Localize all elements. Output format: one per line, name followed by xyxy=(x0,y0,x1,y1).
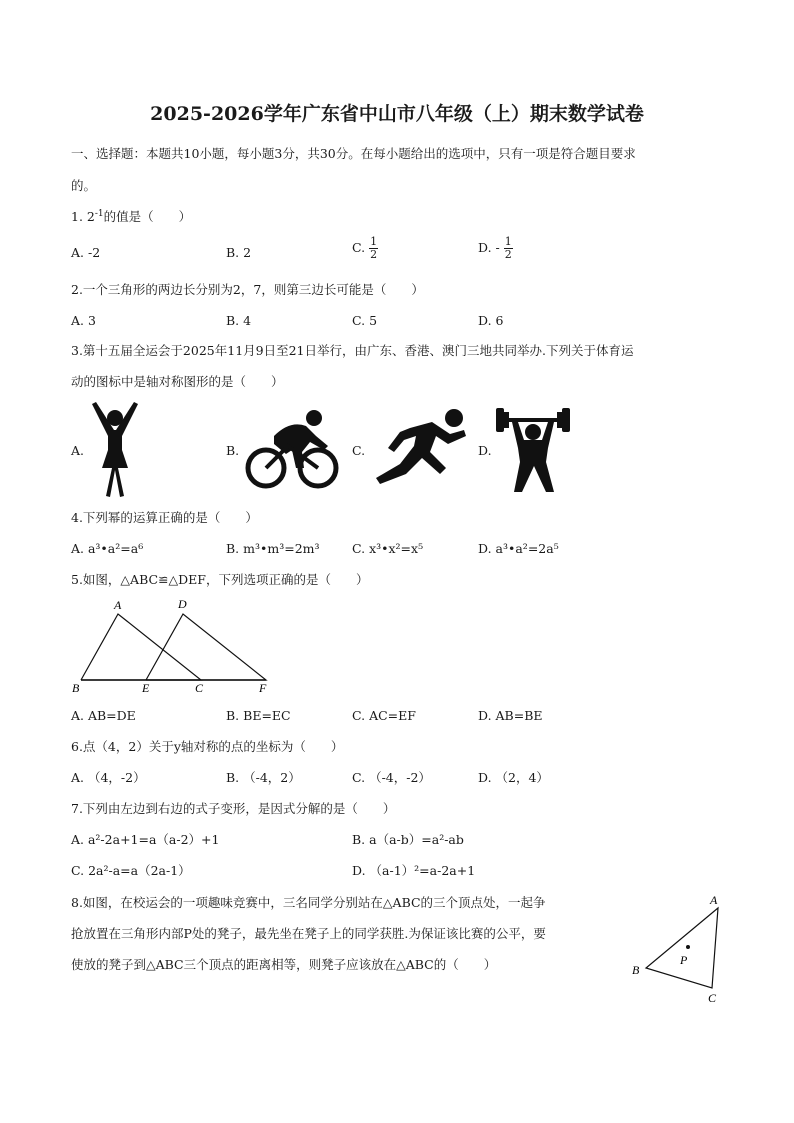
q2-option-b: B. 4 xyxy=(226,313,252,328)
q6-option-c: C. （-4，-2） xyxy=(352,770,431,785)
q4-option-c: C. x³•x²=x⁵ xyxy=(352,541,424,556)
q3-option-c: C. xyxy=(352,443,366,458)
q6-option-b: B. （-4，2） xyxy=(226,770,301,785)
question-4-stem: 4.下列幂的运算正确的是（ ） xyxy=(71,510,258,525)
q5-option-a: A. AB=DE xyxy=(71,708,136,723)
question-5-stem: 5.如图，△ABC≌△DEF，下列选项正确的是（ ） xyxy=(71,572,369,587)
triangle-abc xyxy=(81,614,201,680)
triangle-abc xyxy=(646,908,718,988)
label-b: B xyxy=(632,963,640,977)
point-p xyxy=(686,945,690,949)
congruent-triangles-figure xyxy=(64,596,284,696)
q5-option-d: D. AB=BE xyxy=(478,708,543,723)
q3-option-d: D. xyxy=(478,443,492,458)
q1-option-c-fraction xyxy=(369,236,378,261)
q1-option-d-numerator: 1 xyxy=(504,235,512,248)
question-7-stem: 7.下列由左边到右边的式子变形，是因式分解的是（ ） xyxy=(71,801,396,816)
q4-option-a: A. a³•a²=a⁶ xyxy=(71,541,144,556)
question-6-stem: 6.点（4，2）关于y轴对称的点的坐标为（ ） xyxy=(71,739,344,754)
q7-option-b: B. a（a-b）=a²-ab xyxy=(352,832,464,847)
dancer-icon xyxy=(88,400,142,498)
label-f: F xyxy=(259,681,267,695)
cyclist-icon xyxy=(244,406,340,492)
q1-stem-prefix: 1. 2 xyxy=(71,209,95,225)
q1-option-c-label: C. xyxy=(352,240,366,256)
runner-icon xyxy=(370,406,470,486)
question-3-stem-line1: 3.第十五届全运会于2025年11月9日至21日举行，由广东、香港、澳门三地共同举办.下列关于体育运 xyxy=(71,343,634,358)
page-title: 2025-2026学年广东省中山市八年级（上）期末数学试卷 xyxy=(150,103,644,125)
q1-option-b: B. 2 xyxy=(226,245,252,260)
question-2-stem: 2.一个三角形的两边长分别为2，7，则第三边长可能是（ ） xyxy=(71,282,424,297)
q3-option-a: A. xyxy=(71,443,85,458)
q7-option-a: A. a²-2a+1=a（a-2）+1 xyxy=(71,832,220,847)
q5-option-c: C. AC=EF xyxy=(352,708,416,723)
question-1-stem xyxy=(71,210,191,224)
q4-option-d: D. a³•a²=2a⁵ xyxy=(478,541,559,556)
q1-option-c-denominator: 2 xyxy=(370,248,378,262)
label-e: E xyxy=(142,681,150,695)
q1-option-a: A. -2 xyxy=(71,245,101,260)
triangle-def xyxy=(146,614,266,680)
q2-option-d: D. 6 xyxy=(478,313,504,328)
q6-option-d: D. （2，4） xyxy=(478,770,549,785)
q3-option-b: B. xyxy=(226,443,240,458)
q1-option-d xyxy=(478,236,513,261)
weightlifter-icon xyxy=(494,402,572,494)
section-instructions-line2: 的。 xyxy=(71,178,97,193)
label-a: A xyxy=(114,598,122,612)
q7-option-d: D. （a-1）²=a-2a+1 xyxy=(352,863,476,878)
label-c: C xyxy=(195,681,204,695)
label-c: C xyxy=(708,991,717,1005)
q4-option-b: B. m³•m³=2m³ xyxy=(226,541,320,556)
question-8-stem-line1: 8.如图，在校运会的一项趣味竞赛中，三名同学分别站在△ABC的三个顶点处，一起争 xyxy=(71,895,546,910)
label-a: A xyxy=(710,893,718,907)
q1-stem-exponent: -1 xyxy=(94,209,104,219)
q1-option-c-numerator: 1 xyxy=(370,235,378,248)
q2-option-c: C. 5 xyxy=(352,313,378,328)
label-d: D xyxy=(178,597,187,611)
q6-option-a: A. （4，-2） xyxy=(71,770,146,785)
q1-option-d-fraction xyxy=(504,236,513,261)
q7-option-c: C. 2a²-a=a（2a-1） xyxy=(71,863,191,878)
q5-option-b: B. BE=EC xyxy=(226,708,291,723)
q2-option-a: A. 3 xyxy=(71,313,96,328)
label-b: B xyxy=(72,681,80,695)
q1-stem-suffix: 的值是（ ） xyxy=(103,209,192,225)
question-8-stem-line2: 抢放置在三角形内部P处的凳子，最先坐在凳子上的同学获胜.为保证该比赛的公平，要 xyxy=(71,926,546,941)
triangle-abc-point-p-figure xyxy=(626,890,726,1006)
q1-option-d-denominator: 2 xyxy=(504,248,512,262)
q1-option-c xyxy=(352,236,378,261)
label-p: P xyxy=(680,953,688,967)
question-3-stem-line2: 动的图标中是轴对称图形的是（ ） xyxy=(71,374,284,389)
section-instructions-line1: 一、选择题：本题共10小题，每小题3分，共30分。在每小题给出的选项中，只有一项是符合题目要求 xyxy=(71,146,636,161)
q1-option-d-label: D. - xyxy=(478,240,500,256)
question-8-stem-line3: 使放的凳子到△ABC三个顶点的距离相等，则凳子应该放在△ABC的（ ） xyxy=(71,957,497,972)
